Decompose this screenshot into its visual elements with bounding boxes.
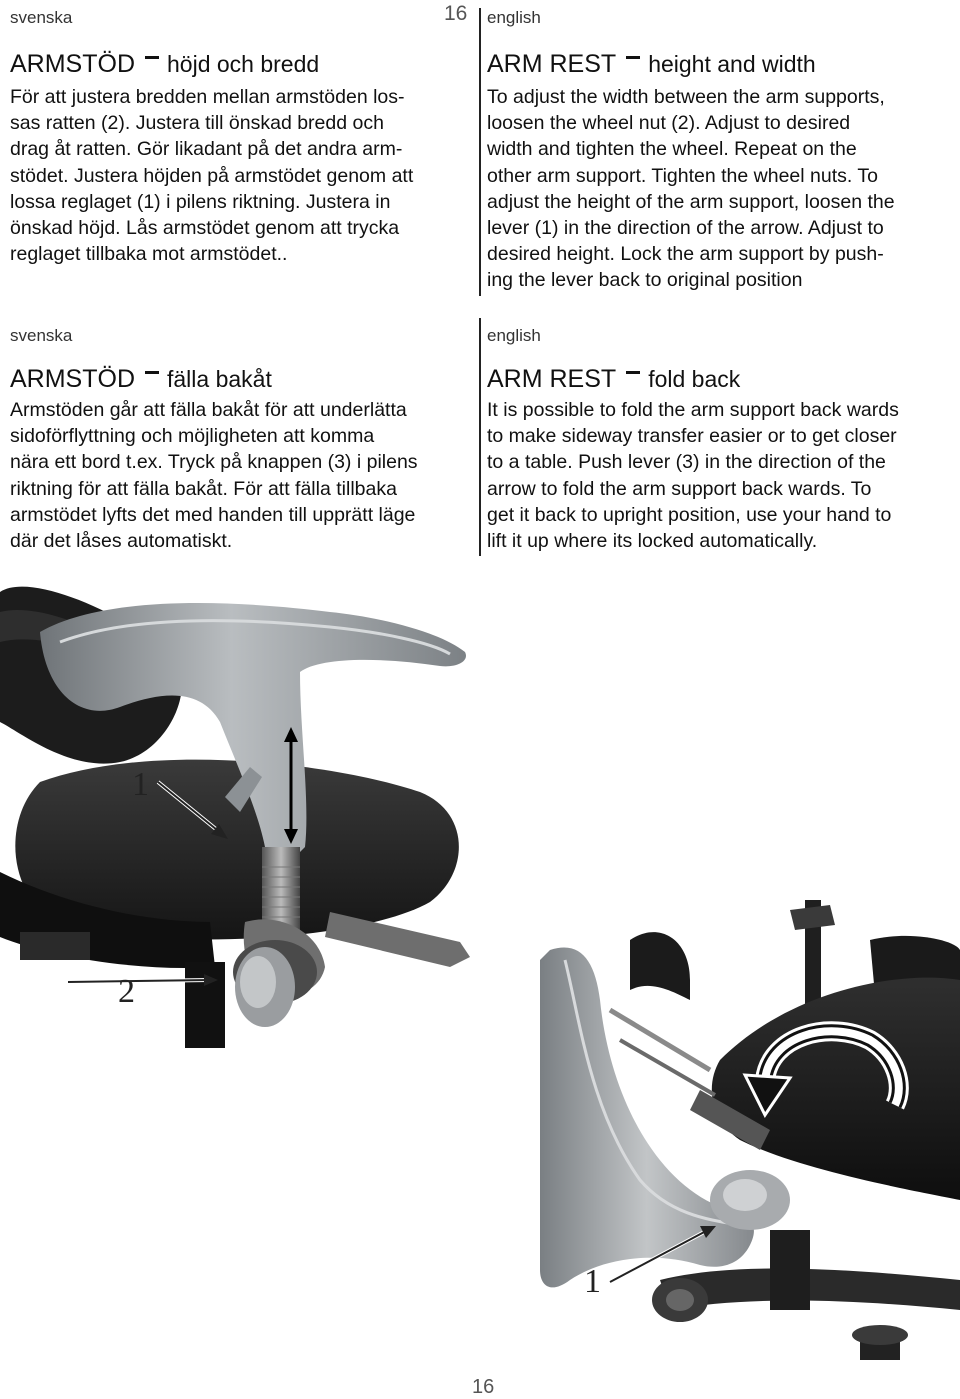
text-line: ing the lever back to original position (487, 269, 803, 292)
title-dash (145, 371, 159, 374)
section-title-en-height (487, 49, 816, 79)
paragraph-sv-height (10, 84, 475, 267)
text-line: stödet. Justera höjden på armstödet genom att (10, 164, 414, 187)
column-divider-bottom (479, 318, 481, 556)
text-line: loosen the wheel nut (2). Adjust to desired (487, 112, 851, 135)
paragraph-sv-fold (10, 397, 475, 554)
armrest-height-illustration (0, 572, 482, 1048)
footer-page-number: 16 (472, 1376, 495, 1398)
text-line: lever (1) in the direction of the arrow. Adjust to (487, 217, 884, 240)
language-label-english: english (487, 326, 541, 345)
text-line: sidoförflyttning och möjligheten att komma (10, 425, 375, 448)
section-title-sv-height (10, 49, 319, 79)
title-dash (145, 56, 159, 59)
title-main: ARM REST (487, 50, 617, 78)
figure-armrest-fold (540, 900, 960, 1370)
text-line: önskad höjd. Lås armstödet genom att trycka (10, 217, 400, 240)
title-sub: höjd och bredd (167, 51, 320, 77)
text-line: desired height. Lock the arm support by push- (487, 243, 884, 266)
text-line: It is possible to fold the arm support back wards (487, 399, 899, 421)
title-sub: height and width (648, 51, 816, 77)
armrest-fold-illustration (540, 900, 960, 1370)
text-line: lift it up where its locked automatically. (487, 530, 818, 553)
language-label-svenska: svenska (10, 326, 73, 345)
page-number: 16 (444, 2, 468, 25)
text-line: nära ett bord t.ex. Tryck på knappen (3) i pilens (10, 451, 418, 474)
column-divider-top (479, 8, 481, 296)
text-line: reglaget tillbaka mot armstödet.. (10, 243, 288, 266)
title-dash (626, 56, 640, 59)
section-title-sv-fold (10, 364, 272, 394)
text-line: riktning för att fälla bakåt. För att fälla tillbaka (10, 477, 397, 500)
title-main: ARMSTÖD (10, 50, 135, 78)
text-line: arrow to fold the arm support back wards. To (487, 477, 872, 500)
text-line: other arm support. Tighten the wheel nuts. To (487, 164, 878, 187)
language-label-svenska: svenska (10, 8, 73, 27)
paragraph-en-fold (487, 397, 957, 554)
text-line: lossa reglaget (1) i pilens riktning. Justera in (10, 190, 391, 213)
paragraph-en-height (487, 84, 957, 294)
text-line: sas ratten (2). Justera till önskad bredd och (10, 112, 384, 135)
title-sub: fold back (648, 366, 741, 392)
title-sub: fälla bakåt (167, 366, 272, 392)
text-line: drag åt ratten. Gör likadant på det andra arm- (10, 138, 403, 161)
text-line: get it back to upright position, use your hand to (487, 503, 892, 526)
callout-2: 2 (118, 973, 135, 1010)
text-line: To adjust the width between the arm supports, (487, 86, 885, 108)
title-main: ARM REST (487, 365, 617, 393)
section-title-en-fold (487, 364, 740, 394)
text-line: armstödet lyfts det med handen till upprätt läge (10, 503, 416, 526)
text-line: adjust the height of the arm support, loosen the (487, 190, 895, 213)
language-label-english: english (487, 8, 541, 27)
figure-armrest-height (0, 572, 482, 1048)
callout-1: 1 (584, 1263, 601, 1300)
callout-1: 1 (132, 766, 149, 803)
text-line: width and tighten the wheel. Repeat on the (487, 138, 857, 161)
title-dash (626, 371, 640, 374)
title-main: ARMSTÖD (10, 365, 135, 393)
text-line: to make sideway transfer easier or to get closer (487, 425, 897, 448)
text-line: där det låses automatiskt. (10, 530, 233, 553)
text-line: to a table. Push lever (3) in the direction of the (487, 451, 886, 474)
text-line: Armstöden går att fälla bakåt för att underlätta (10, 399, 407, 421)
text-line: För att justera bredden mellan armstöden los- (10, 86, 405, 108)
